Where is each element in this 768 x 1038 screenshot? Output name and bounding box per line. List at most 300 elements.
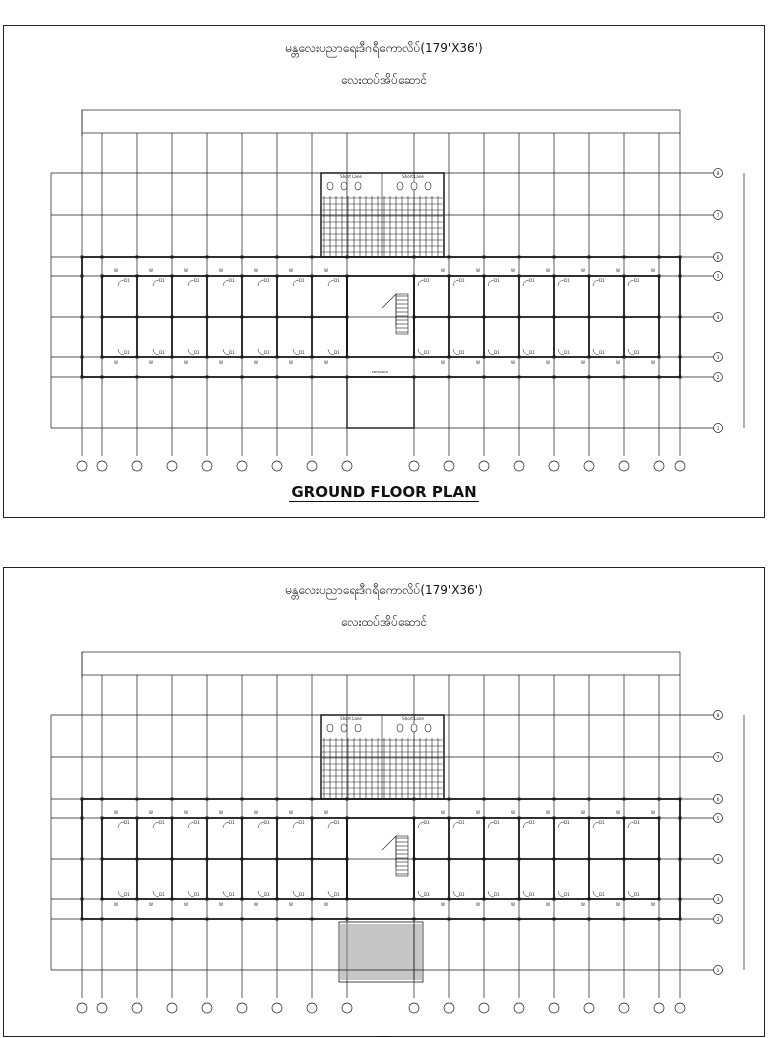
column-dot (171, 376, 174, 379)
door-label: D1 (634, 892, 640, 897)
column-dot (623, 898, 626, 901)
column-dot (448, 898, 451, 901)
project-title: မန္တလေးပညာရေးဒီဂရီကောလိပ်(179'X36') (285, 41, 483, 55)
window-label: W (511, 268, 515, 273)
column-dot (136, 858, 139, 861)
column-dot (448, 275, 451, 278)
column-dot (679, 918, 682, 921)
window-label: W (114, 810, 118, 815)
window-label: W (476, 268, 480, 273)
door-label: D1 (424, 892, 430, 897)
door-label: D1 (334, 892, 340, 897)
column-dot (136, 376, 139, 379)
window-label: W (324, 810, 328, 815)
column-dot (588, 817, 591, 820)
column-dot (311, 316, 314, 319)
column-dot (518, 798, 521, 801)
floor-plan-drawing-2 (4, 568, 764, 1038)
grid-bubble-column (444, 1003, 454, 1013)
door-label: D1 (599, 350, 605, 355)
door-label: D1 (459, 820, 465, 825)
column-dot (81, 898, 84, 901)
wc-fixture (397, 724, 403, 732)
door-label: D1 (459, 278, 465, 283)
grid-bubble-column (549, 1003, 559, 1013)
window-label: W (581, 268, 585, 273)
floor-plan-drawing (4, 26, 764, 517)
column-dot (206, 275, 209, 278)
toilet-label: Short Lane (340, 716, 362, 721)
grid-bubble-column (444, 461, 454, 471)
grid-bubble-column (619, 1003, 629, 1013)
window-label: W (254, 810, 258, 815)
window-label: W (616, 268, 620, 273)
door-label: D1 (494, 278, 500, 283)
column-dot (413, 918, 416, 921)
window-label: W (254, 902, 258, 907)
column-dot (136, 918, 139, 921)
column-dot (588, 275, 591, 278)
window-label: W (651, 810, 655, 815)
door-label: D1 (529, 350, 535, 355)
grid-bubble-column (272, 1003, 282, 1013)
column-dot (101, 256, 104, 259)
column-dot (623, 376, 626, 379)
grid-bubble-column (167, 461, 177, 471)
column-dot (136, 898, 139, 901)
column-dot (311, 275, 314, 278)
window-label: W (441, 268, 445, 273)
toilet-label: Short Lane (402, 174, 424, 179)
stair-detail (382, 836, 408, 876)
grid-bubble-column (409, 461, 419, 471)
door-label: D1 (194, 892, 200, 897)
column-dot (241, 817, 244, 820)
plan-title (4, 483, 764, 501)
column-dot (241, 356, 244, 359)
column-dot (206, 918, 209, 921)
door-label: D1 (264, 278, 270, 283)
window-label: W (289, 902, 293, 907)
column-dot (241, 918, 244, 921)
column-dot (81, 356, 84, 359)
column-dot (413, 898, 416, 901)
door-label: D1 (634, 820, 640, 825)
grid-row-label: 6 (716, 798, 720, 803)
window-label: W (441, 902, 445, 907)
column-dot (448, 918, 451, 921)
column-dot (658, 376, 661, 379)
wc-fixture (411, 724, 417, 732)
column-dot (276, 256, 279, 259)
column-dot (588, 316, 591, 319)
column-dot (413, 316, 416, 319)
grid-bubble-column (342, 461, 352, 471)
column-dot (346, 858, 349, 861)
column-dot (658, 898, 661, 901)
door-label: D1 (194, 820, 200, 825)
door-label: D1 (334, 820, 340, 825)
column-dot (588, 898, 591, 901)
grid-bubble-column (97, 1003, 107, 1013)
door-label: D1 (264, 820, 270, 825)
grid-bubble-column (514, 1003, 524, 1013)
window-label: W (511, 902, 515, 907)
grid-bubble-column (307, 461, 317, 471)
column-dot (241, 275, 244, 278)
grid-row-label: 8 (716, 172, 720, 177)
grid-bubble-column (409, 1003, 419, 1013)
column-dot (623, 356, 626, 359)
column-dot (483, 858, 486, 861)
window-label: W (184, 810, 188, 815)
column-dot (136, 275, 139, 278)
window-label: W (616, 810, 620, 815)
column-dot (518, 316, 521, 319)
door-label: D1 (194, 278, 200, 283)
window-label: W (149, 360, 153, 365)
column-dot (171, 798, 174, 801)
entrance-label: ENTRANCE (371, 370, 389, 374)
column-dot (448, 256, 451, 259)
grid-row-label: 4 (716, 316, 720, 321)
window-label: W (616, 360, 620, 365)
plan-title-text-2 (382, 1018, 386, 1037)
column-dot (483, 356, 486, 359)
column-dot (553, 898, 556, 901)
column-dot (679, 798, 682, 801)
column-dot (483, 798, 486, 801)
grid-bubble-column (675, 461, 685, 471)
window-label: W (324, 902, 328, 907)
wc-fixture (425, 724, 431, 732)
dimension-frame (82, 110, 680, 133)
column-dot (276, 817, 279, 820)
grid-row-label: 2 (716, 918, 720, 923)
window-label: W (441, 810, 445, 815)
grid-row-label: 3 (716, 356, 720, 361)
door-label: D1 (124, 892, 130, 897)
column-dot (101, 858, 104, 861)
grid-bubble-column (132, 461, 142, 471)
column-dot (483, 376, 486, 379)
door-label: D1 (124, 820, 130, 825)
window-label: W (511, 810, 515, 815)
wc-fixture (355, 182, 361, 190)
column-dot (241, 858, 244, 861)
window-label: W (476, 810, 480, 815)
column-dot (171, 918, 174, 921)
window-label: W (511, 360, 515, 365)
column-dot (171, 898, 174, 901)
column-dot (483, 817, 486, 820)
dimension-frame (82, 652, 680, 675)
window-label: W (254, 360, 258, 365)
column-dot (658, 356, 661, 359)
window-label: W (441, 360, 445, 365)
door-label: D1 (424, 820, 430, 825)
grid-bubble-column (167, 1003, 177, 1013)
column-dot (658, 316, 661, 319)
wc-fixture (397, 182, 403, 190)
column-dot (101, 918, 104, 921)
column-dot (483, 918, 486, 921)
door-label: D1 (229, 820, 235, 825)
column-dot (518, 275, 521, 278)
door-label: D1 (424, 278, 430, 283)
column-dot (241, 376, 244, 379)
stair-core (347, 818, 414, 899)
column-dot (413, 275, 416, 278)
column-dot (588, 256, 591, 259)
column-dot (518, 256, 521, 259)
column-dot (101, 798, 104, 801)
column-dot (136, 817, 139, 820)
column-dot (623, 275, 626, 278)
column-dot (346, 817, 349, 820)
grid-bubble-column (237, 461, 247, 471)
column-dot (81, 817, 84, 820)
column-dot (518, 858, 521, 861)
door-label: D1 (634, 350, 640, 355)
column-dot (553, 275, 556, 278)
column-dot (448, 356, 451, 359)
grid-bubble-column (584, 1003, 594, 1013)
stair-arrow (382, 294, 396, 326)
column-dot (483, 256, 486, 259)
column-dot (553, 858, 556, 861)
drawing-sheet-upper (3, 567, 765, 1037)
column-dot (553, 316, 556, 319)
door-label: D1 (229, 350, 235, 355)
column-dot (588, 356, 591, 359)
door-label: D1 (229, 278, 235, 283)
grid-bubble-column (97, 461, 107, 471)
window-label: W (219, 810, 223, 815)
window-label: W (149, 902, 153, 907)
column-dot (553, 356, 556, 359)
grid-bubble-column (77, 461, 87, 471)
grid-row-label: 3 (716, 898, 720, 903)
column-dot (483, 316, 486, 319)
door-label: D1 (529, 892, 535, 897)
window-label: W (546, 902, 550, 907)
door-label: D1 (194, 350, 200, 355)
column-dot (623, 817, 626, 820)
column-dot (623, 316, 626, 319)
column-dot (311, 356, 314, 359)
plan-title-text: GROUND FLOOR PLAN (291, 483, 477, 501)
door-label: D1 (124, 278, 130, 283)
column-dot (101, 817, 104, 820)
stair-core (347, 276, 414, 357)
window-label: W (581, 902, 585, 907)
column-dot (136, 256, 139, 259)
column-dot (206, 256, 209, 259)
column-dot (276, 918, 279, 921)
grid-row-label: 6 (716, 256, 720, 261)
wc-fixture (425, 182, 431, 190)
column-dot (81, 798, 84, 801)
window-label: W (581, 810, 585, 815)
column-dot (448, 316, 451, 319)
plan-title-2 (4, 1018, 764, 1036)
column-dot (679, 858, 682, 861)
column-dot (311, 817, 314, 820)
column-dot (241, 798, 244, 801)
grid-row-label: 2 (716, 376, 720, 381)
door-label: D1 (494, 350, 500, 355)
window-label: W (149, 268, 153, 273)
column-dot (483, 275, 486, 278)
grid-bubble-column (237, 1003, 247, 1013)
wc-fixture (327, 182, 333, 190)
column-dot (101, 898, 104, 901)
column-dot (346, 918, 349, 921)
door-label: D1 (159, 892, 165, 897)
grid-row-label: 5 (716, 275, 720, 280)
window-label: W (184, 268, 188, 273)
column-dot (311, 376, 314, 379)
column-dot (171, 356, 174, 359)
window-label: W (289, 360, 293, 365)
column-dot (241, 256, 244, 259)
door-label: D1 (529, 820, 535, 825)
column-dot (81, 256, 84, 259)
grid-row-label: 8 (716, 714, 720, 719)
door-label: D1 (159, 350, 165, 355)
toilet-label: Short Lane (402, 716, 424, 721)
column-dot (623, 798, 626, 801)
grid-row-label: 1 (716, 969, 720, 974)
window-label: W (581, 360, 585, 365)
column-dot (276, 376, 279, 379)
column-dot (81, 918, 84, 921)
column-dot (206, 376, 209, 379)
window-label: W (546, 360, 550, 365)
column-dot (518, 356, 521, 359)
column-dot (679, 256, 682, 259)
door-label: D1 (159, 820, 165, 825)
column-dot (679, 316, 682, 319)
grid-bubble-column (479, 1003, 489, 1013)
column-dot (448, 376, 451, 379)
column-dot (81, 275, 84, 278)
grid-bubble-column (77, 1003, 87, 1013)
column-dot (136, 798, 139, 801)
window-label: W (219, 902, 223, 907)
stair-detail (382, 294, 408, 334)
column-dot (658, 918, 661, 921)
column-dot (81, 858, 84, 861)
column-dot (553, 256, 556, 259)
door-label: D1 (334, 350, 340, 355)
window-label: W (149, 810, 153, 815)
window-label: W (546, 268, 550, 273)
grid-bubble-column (202, 1003, 212, 1013)
door-label: D1 (299, 278, 305, 283)
column-dot (679, 898, 682, 901)
column-dot (553, 817, 556, 820)
column-dot (311, 256, 314, 259)
door-label: D1 (299, 892, 305, 897)
column-dot (101, 275, 104, 278)
entrance-porch-outline (347, 377, 414, 428)
column-dot (311, 798, 314, 801)
wc-fixture (341, 182, 347, 190)
column-dot (101, 316, 104, 319)
column-dot (311, 898, 314, 901)
column-dot (588, 798, 591, 801)
drawing-sheet-ground (3, 25, 765, 518)
column-dot (448, 858, 451, 861)
door-label: D1 (424, 350, 430, 355)
column-dot (171, 256, 174, 259)
door-label: D1 (264, 892, 270, 897)
door-label: D1 (494, 892, 500, 897)
grid-bubble-column (654, 1003, 664, 1013)
column-dot (206, 798, 209, 801)
grid-bubble-column (549, 461, 559, 471)
grid-bubble-column (342, 1003, 352, 1013)
column-dot (171, 316, 174, 319)
column-dot (346, 898, 349, 901)
wc-fixture (341, 724, 347, 732)
column-dot (346, 275, 349, 278)
column-dot (588, 376, 591, 379)
window-label: W (219, 268, 223, 273)
door-label: D1 (564, 892, 570, 897)
grid-row-label: 7 (716, 756, 720, 761)
column-dot (171, 858, 174, 861)
grid-row-label: 5 (716, 817, 720, 822)
column-dot (206, 858, 209, 861)
column-dot (518, 817, 521, 820)
door-label: D1 (564, 350, 570, 355)
column-dot (679, 356, 682, 359)
window-label: W (324, 268, 328, 273)
column-dot (241, 316, 244, 319)
window-label: W (254, 268, 258, 273)
column-dot (588, 858, 591, 861)
column-dot (206, 898, 209, 901)
grid-row-label: 4 (716, 858, 720, 863)
grid-row-label: 7 (716, 214, 720, 219)
door-label: D1 (229, 892, 235, 897)
column-dot (276, 316, 279, 319)
plan-linework (51, 652, 744, 1013)
column-dot (658, 817, 661, 820)
column-dot (518, 898, 521, 901)
column-dot (276, 356, 279, 359)
door-label: D1 (459, 892, 465, 897)
grid-bubble-column (514, 461, 524, 471)
door-label: D1 (334, 278, 340, 283)
building-subtitle: လေးထပ်အိပ်ဆောင် (340, 73, 428, 87)
window-label: W (651, 360, 655, 365)
column-dot (81, 376, 84, 379)
column-dot (276, 275, 279, 278)
door-label: D1 (299, 350, 305, 355)
window-label: W (289, 810, 293, 815)
column-dot (679, 817, 682, 820)
window-label: W (289, 268, 293, 273)
grid-row-label: 1 (716, 427, 720, 432)
column-dot (623, 918, 626, 921)
column-dot (81, 316, 84, 319)
window-label: W (184, 360, 188, 365)
entrance-porch (347, 377, 414, 428)
